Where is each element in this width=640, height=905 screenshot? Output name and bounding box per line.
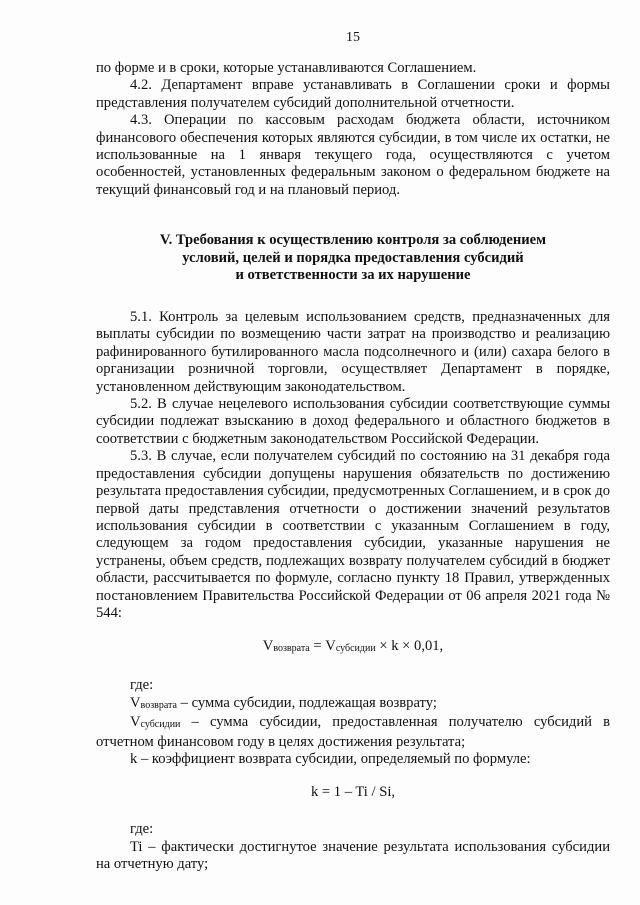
formula-refund-rest: × k × 0,01, (375, 638, 444, 655)
paragraph-4-2: 4.2. Департамент вправе устанавливать в Соглашении сроки и формы представления получателем субсидий дополнительной отчетности. (96, 77, 610, 111)
formula-refund-eq: = V (309, 638, 336, 655)
paragraph-5-1: 5.1. Контроль за целевым использованием средств, предназначенных для выплаты субсидии по возмещению части затрат на производство и реализацию рафинированного бутилированного масла подсолнечного и (или) сахара белого в организации розничной торговли, осуществляет Департамент в порядке, установленном действующим законодательством. (96, 309, 610, 395)
definition-v-subsidy (96, 714, 610, 751)
formula-refund-lhs: V (262, 638, 274, 655)
definition-v-refund-sub: возврата (140, 699, 177, 711)
page-number: 15 (346, 30, 360, 45)
paragraph-4-3: 4.3. Операции по кассовым расходам бюджета области, источником финансового обеспечения которых являются субсидии, в том числе их остатки, не использованные на 1 января текущего года, осуществляются с учетом особенностей, установленных федеральным законом о федеральном бюджете на текущий финансовый год и на плановый период. (96, 112, 610, 198)
section-heading (96, 232, 610, 285)
section-heading-line-3: и ответственности за их нарушение (235, 267, 471, 284)
formula-k: k = 1 – Ti / Si, (310, 784, 396, 801)
formula-refund-lhs-sub: возврата (273, 643, 310, 655)
definition-v-subsidy-text: – сумма субсидии, предоставленная получателю субсидий в отчетном финансовом году в целях достижения результата; (96, 714, 610, 750)
definition-v-refund-symbol: V (130, 694, 141, 711)
paragraph-continuation: по форме и в сроки, которые устанавливаются Соглашением. (96, 60, 477, 76)
definition-ti: Ti – фактически достигнутое значение результата использования субсидии на отчетную дату; (96, 838, 610, 873)
section-heading-line-1: V. Требования к осуществлению контроля за соблюдением (159, 232, 547, 249)
where-label-2: где: (130, 821, 154, 838)
definition-v-refund-text: – сумма субсидии, подлежащая возврату; (176, 694, 437, 711)
formula-refund-rhs-sub: субсидии (335, 643, 376, 655)
definition-v-subsidy-symbol: V (130, 714, 141, 731)
paragraph-5-2: 5.2. В случае нецелевого использования субсидии соответствующие суммы субсидии подлежат взысканию в доход федерального и областного бюджетов в соответствии с бюджетным законодательством Российской Федерации. (96, 396, 610, 447)
definition-k: k – коэффициент возврата субсидии, определяемый по формуле: (130, 750, 531, 767)
section-heading-line-2: условий, целей и порядка предоставления субсидий (182, 249, 524, 266)
definition-v-subsidy-sub: субсидии (140, 719, 181, 731)
definition-v-refund (96, 695, 610, 714)
paragraph-5-3: 5.3. В случае, если получателем субсидий по состоянию на 31 декабря года предоставления субсидии допущены нарушения обязательств по достижению результата предоставления субсидии, предусмотренных Соглашением, и в срок до первой даты представления отчетности о достижении значений результатов использования субсидии в соответствии с указанным Соглашением в году, следующем за годом предоставления субсидии, указанные нарушения не устранены, объем средств, подлежащих возврату получателем субсидий в бюджет области, рассчитывается по формуле, согласно пункту 18 Правил, утвержденных постановлением Правительства Российской Федерации от 06 апреля 2021 года № 544: (96, 448, 610, 621)
formula-refund (96, 638, 610, 657)
where-label-1: где: (130, 677, 154, 694)
